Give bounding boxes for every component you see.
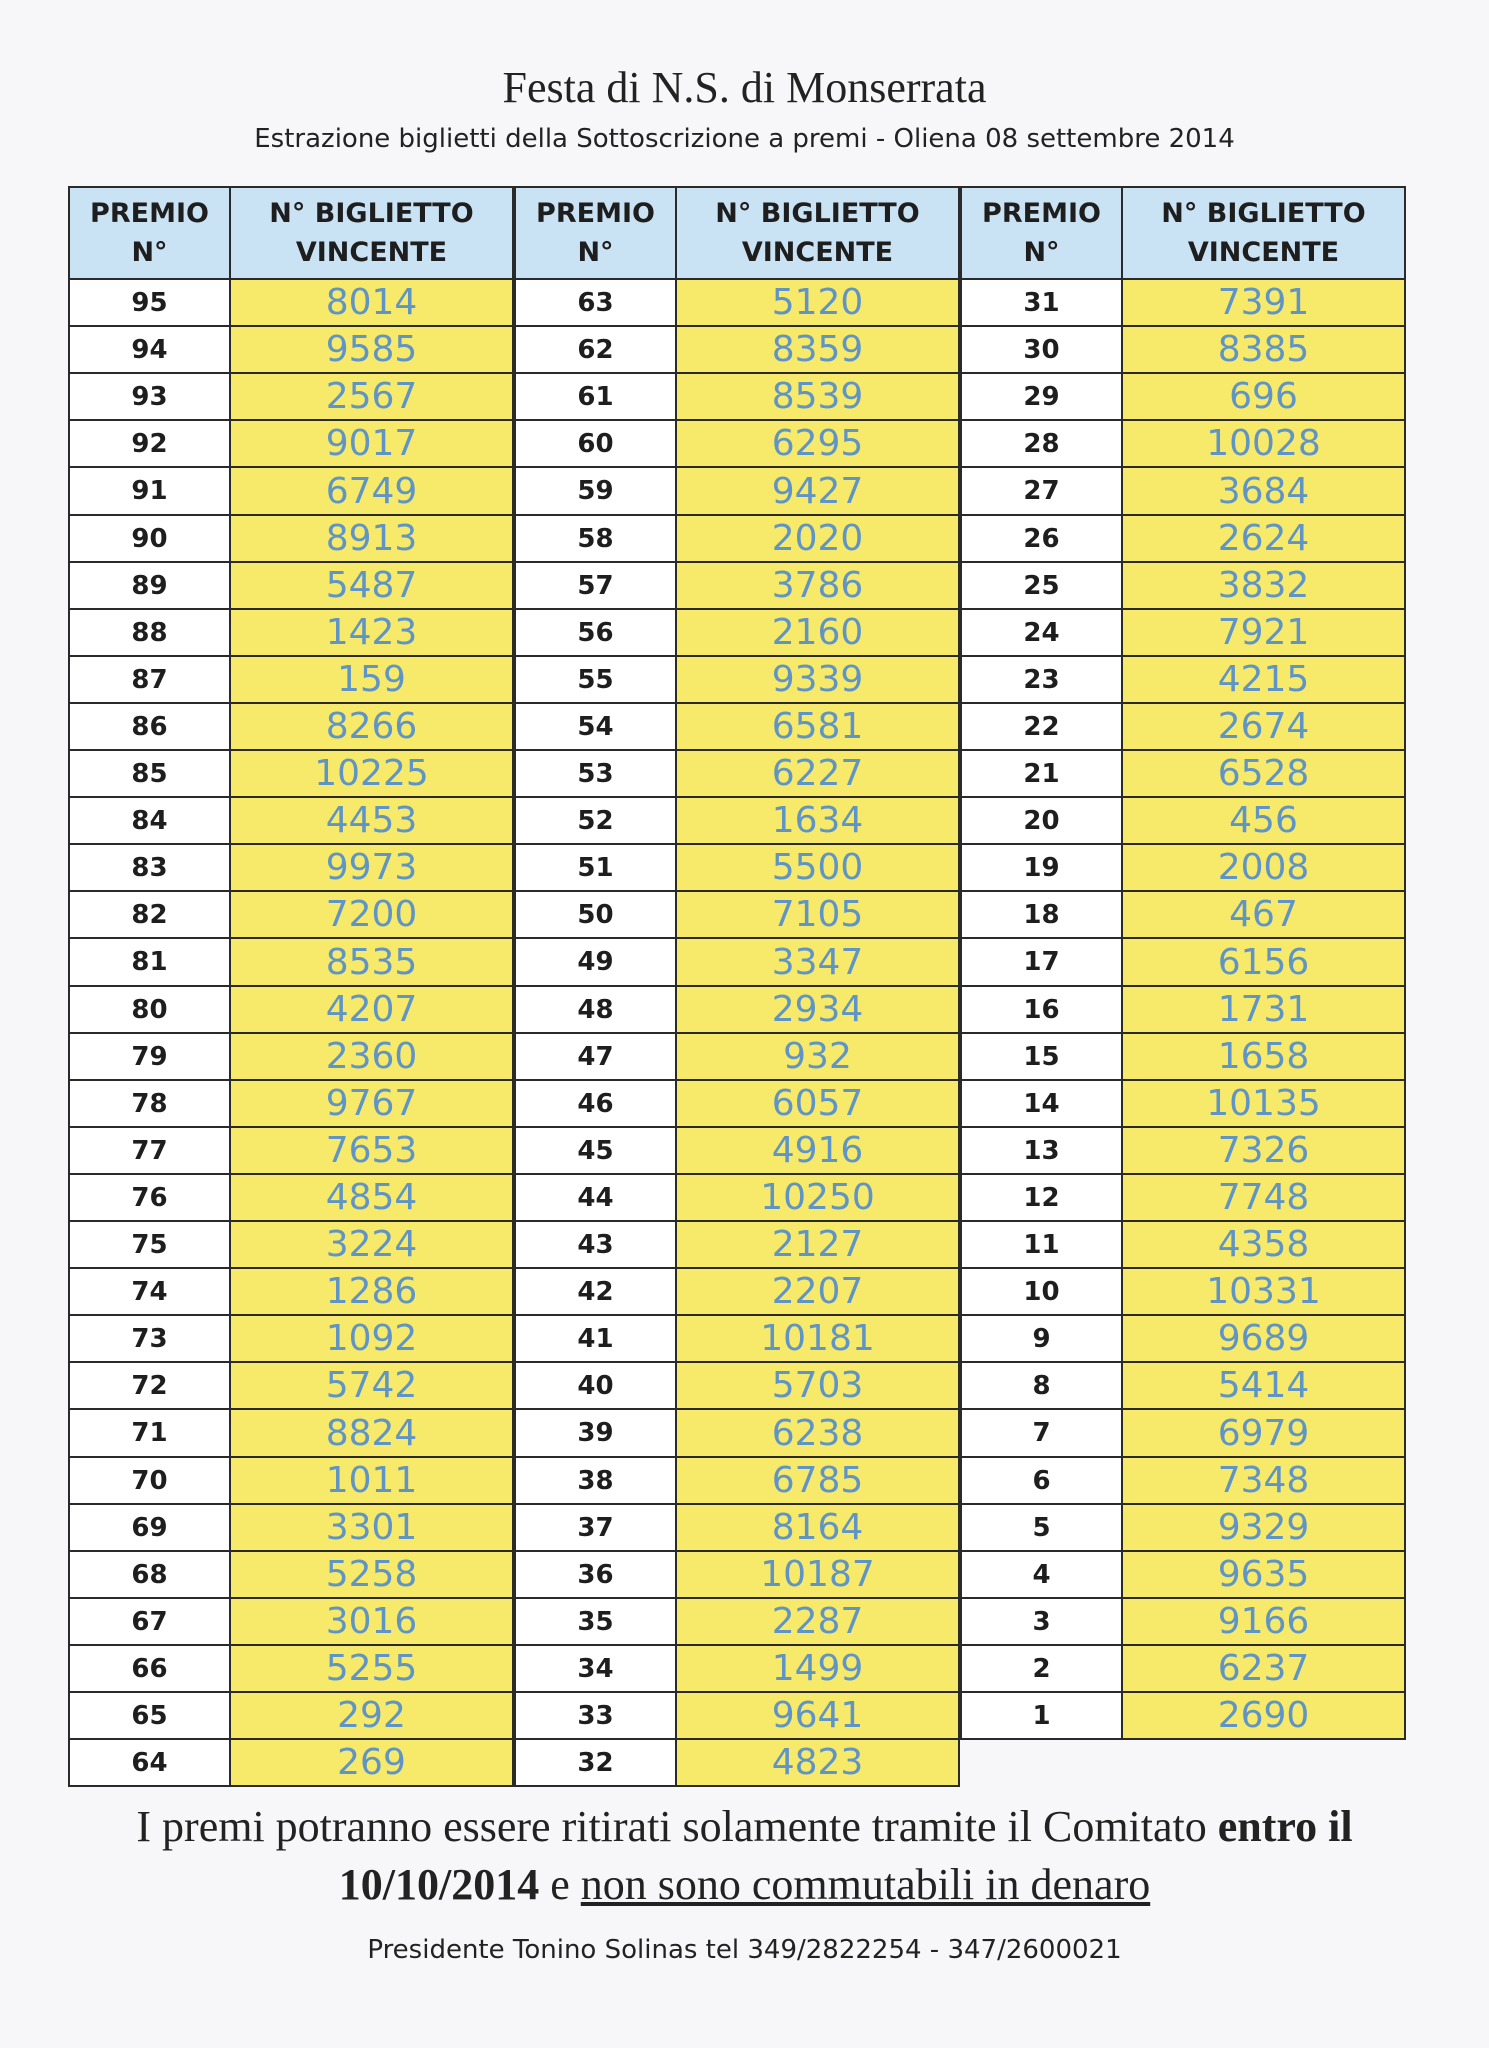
prize-number-cell: 84: [68, 796, 231, 845]
notice-deadline-date: 10/10/2014: [338, 1860, 540, 1909]
prize-number-cell: 74: [68, 1267, 231, 1316]
winning-ticket-cell: 5500: [675, 843, 960, 892]
winning-ticket-cell: 6156: [1121, 937, 1406, 987]
prize-number-cell: 91: [68, 466, 231, 516]
prize-number-cell: 45: [514, 1126, 677, 1175]
prize-number-cell: 16: [960, 985, 1123, 1034]
contact-footer: Presidente Tonino Solinas tel 349/2822254 - 347/2600021: [367, 1935, 1122, 1965]
prize-number-cell: 67: [68, 1597, 231, 1646]
winning-ticket-cell: 10135: [1121, 1079, 1406, 1128]
winning-ticket-cell: 2008: [1121, 843, 1406, 892]
prize-number-cell: 47: [514, 1032, 677, 1081]
winning-ticket-cell: 4207: [229, 985, 514, 1034]
prize-number-cell: 79: [68, 1032, 231, 1081]
prize-number-cell: 66: [68, 1644, 231, 1693]
winning-ticket-cell: 6749: [229, 466, 514, 516]
prize-number-cell: 21: [960, 749, 1123, 798]
prize-number-cell: 43: [514, 1220, 677, 1269]
prize-number-cell: 40: [514, 1361, 677, 1410]
prize-number-cell: 28: [960, 419, 1123, 468]
prize-number-cell: 54: [514, 702, 677, 751]
prize-number-cell: 81: [68, 937, 231, 987]
winning-ticket-cell: 456: [1121, 796, 1406, 845]
winning-ticket-cell: 5255: [229, 1644, 514, 1693]
winning-ticket-cell: 7105: [675, 890, 960, 939]
winning-ticket-cell: 3016: [229, 1597, 514, 1646]
prize-number-cell: 57: [514, 561, 677, 610]
winning-ticket-cell: 269: [229, 1738, 514, 1787]
prize-number-cell: 64: [68, 1738, 231, 1787]
winning-ticket-cell: 2127: [675, 1220, 960, 1269]
winning-ticket-cell: 6979: [1121, 1408, 1406, 1458]
prize-number-cell: 63: [514, 278, 677, 327]
prize-number-cell: 90: [68, 514, 231, 563]
winning-ticket-cell: 2567: [229, 372, 514, 421]
winning-ticket-cell: 2690: [1121, 1691, 1406, 1740]
prize-number-cell: 65: [68, 1691, 231, 1740]
winning-ticket-cell: 2160: [675, 608, 960, 657]
prize-number-cell: 69: [68, 1503, 231, 1552]
prize-number-cell: 13: [960, 1126, 1123, 1175]
winning-ticket-cell: 1634: [675, 796, 960, 845]
ticket-column-header: N° BIGLIETTO VINCENTE: [229, 186, 514, 280]
winning-ticket-cell: 5742: [229, 1361, 514, 1410]
winning-ticket-cell: 4358: [1121, 1220, 1406, 1269]
winning-ticket-cell: 9329: [1121, 1503, 1406, 1552]
prize-number-cell: 41: [514, 1314, 677, 1363]
prize-number-cell: 58: [514, 514, 677, 563]
prize-number-cell: 14: [960, 1079, 1123, 1128]
prize-number-cell: 6: [960, 1456, 1123, 1505]
winning-ticket-cell: 7391: [1121, 278, 1406, 327]
prize-number-cell: 68: [68, 1550, 231, 1599]
notice-deadline-label: entro il: [1217, 1802, 1353, 1851]
winning-ticket-cell: 8014: [229, 278, 514, 327]
page-subtitle: Estrazione biglietti della Sottoscrizione a premi - Oliena 08 settembre 2014: [254, 124, 1235, 154]
prize-number-cell: 44: [514, 1173, 677, 1222]
winning-ticket-cell: 5414: [1121, 1361, 1406, 1410]
prize-number-cell: 86: [68, 702, 231, 751]
prize-number-cell: 20: [960, 796, 1123, 845]
prize-number-cell: 32: [514, 1738, 677, 1787]
winning-ticket-cell: 1423: [229, 608, 514, 657]
prize-number-cell: 4: [960, 1550, 1123, 1599]
winning-ticket-cell: 9641: [675, 1691, 960, 1740]
winning-ticket-cell: 8913: [229, 514, 514, 563]
prize-number-cell: 42: [514, 1267, 677, 1316]
notice-no-cash: non sono commutabili in denaro: [580, 1860, 1151, 1909]
winning-ticket-cell: 2207: [675, 1267, 960, 1316]
prize-number-cell: 77: [68, 1126, 231, 1175]
winning-ticket-cell: 5487: [229, 561, 514, 610]
prize-number-cell: 12: [960, 1173, 1123, 1222]
prize-number-cell: 93: [68, 372, 231, 421]
prize-number-cell: 80: [68, 985, 231, 1034]
prize-number-cell: 22: [960, 702, 1123, 751]
prize-number-cell: 27: [960, 466, 1123, 516]
winning-ticket-cell: 1092: [229, 1314, 514, 1363]
prize-number-cell: 31: [960, 278, 1123, 327]
winning-ticket-cell: 8539: [675, 372, 960, 421]
prize-number-cell: 30: [960, 325, 1123, 374]
ticket-column-header: N° BIGLIETTO VINCENTE: [675, 186, 960, 280]
winning-ticket-cell: 1731: [1121, 985, 1406, 1034]
prize-number-cell: 52: [514, 796, 677, 845]
prize-number-cell: 17: [960, 937, 1123, 987]
prize-number-cell: 61: [514, 372, 677, 421]
winning-ticket-cell: 9017: [229, 419, 514, 468]
winning-ticket-cell: 7748: [1121, 1173, 1406, 1222]
winning-ticket-cell: 9585: [229, 325, 514, 374]
winning-ticket-cell: 3786: [675, 561, 960, 610]
winning-ticket-cell: 9767: [229, 1079, 514, 1128]
prize-number-cell: 3: [960, 1597, 1123, 1646]
prize-number-cell: 83: [68, 843, 231, 892]
winning-ticket-cell: 6528: [1121, 749, 1406, 798]
ticket-column-header: N° BIGLIETTO VINCENTE: [1121, 186, 1406, 280]
prize-number-cell: 19: [960, 843, 1123, 892]
prize-number-cell: 59: [514, 466, 677, 516]
winning-ticket-cell: 696: [1121, 372, 1406, 421]
prize-number-cell: 39: [514, 1408, 677, 1458]
prize-number-cell: 76: [68, 1173, 231, 1222]
prize-number-cell: 5: [960, 1503, 1123, 1552]
prize-number-cell: 70: [68, 1456, 231, 1505]
winning-ticket-cell: 1011: [229, 1456, 514, 1505]
winning-ticket-cell: 3224: [229, 1220, 514, 1269]
winning-ticket-cell: 8824: [229, 1408, 514, 1458]
winning-ticket-cell: 7653: [229, 1126, 514, 1175]
winning-ticket-cell: 4854: [229, 1173, 514, 1222]
prize-number-cell: 51: [514, 843, 677, 892]
prize-number-cell: 37: [514, 1503, 677, 1552]
winning-ticket-cell: 7326: [1121, 1126, 1406, 1175]
prize-number-cell: 9: [960, 1314, 1123, 1363]
prize-number-cell: 38: [514, 1456, 677, 1505]
winning-ticket-cell: 8359: [675, 325, 960, 374]
winning-ticket-cell: 1499: [675, 1644, 960, 1693]
prize-number-cell: 87: [68, 655, 231, 704]
winning-ticket-cell: 6237: [1121, 1644, 1406, 1693]
winning-ticket-cell: 9166: [1121, 1597, 1406, 1646]
winning-ticket-cell: 8164: [675, 1503, 960, 1552]
prize-number-cell: 48: [514, 985, 677, 1034]
prize-number-cell: 11: [960, 1220, 1123, 1269]
notice-conjunction: e: [539, 1860, 581, 1909]
prize-number-cell: 53: [514, 749, 677, 798]
winning-ticket-cell: 4916: [675, 1126, 960, 1175]
winning-ticket-cell: 1286: [229, 1267, 514, 1316]
prize-number-cell: 62: [514, 325, 677, 374]
notice-text: I premi potranno essere ritirati solamente tramite il Comitato: [136, 1802, 1218, 1851]
prize-number-cell: 49: [514, 937, 677, 987]
prize-number-cell: 88: [68, 608, 231, 657]
page-title: Festa di N.S. di Monserrata: [502, 63, 987, 112]
prize-number-cell: 2: [960, 1644, 1123, 1693]
prize-number-cell: 85: [68, 749, 231, 798]
winning-ticket-cell: 6227: [675, 749, 960, 798]
winning-ticket-cell: 10250: [675, 1173, 960, 1222]
prize-number-cell: 29: [960, 372, 1123, 421]
prize-number-cell: 8: [960, 1361, 1123, 1410]
winning-ticket-cell: 9635: [1121, 1550, 1406, 1599]
collection-notice: [0, 1798, 1489, 1914]
winning-ticket-cell: 3832: [1121, 561, 1406, 610]
winning-ticket-cell: 6238: [675, 1408, 960, 1458]
prize-number-cell: 73: [68, 1314, 231, 1363]
prize-number-cell: 18: [960, 890, 1123, 939]
prize-number-cell: 34: [514, 1644, 677, 1693]
winning-ticket-cell: 5703: [675, 1361, 960, 1410]
prize-number-cell: 25: [960, 561, 1123, 610]
prize-number-cell: 33: [514, 1691, 677, 1740]
winning-ticket-cell: 2624: [1121, 514, 1406, 563]
prize-number-cell: 15: [960, 1032, 1123, 1081]
winning-ticket-cell: 8266: [229, 702, 514, 751]
prize-number-cell: 56: [514, 608, 677, 657]
winning-ticket-cell: 3684: [1121, 466, 1406, 516]
winning-ticket-cell: 7200: [229, 890, 514, 939]
prize-number-cell: 92: [68, 419, 231, 468]
winning-ticket-cell: 6581: [675, 702, 960, 751]
winning-ticket-cell: 7921: [1121, 608, 1406, 657]
winning-ticket-cell: 6295: [675, 419, 960, 468]
winning-ticket-cell: 2674: [1121, 702, 1406, 751]
winning-ticket-cell: 5258: [229, 1550, 514, 1599]
winning-ticket-cell: 10187: [675, 1550, 960, 1599]
prize-number-cell: 95: [68, 278, 231, 327]
winning-ticket-cell: 4823: [675, 1738, 960, 1787]
winning-ticket-cell: 2360: [229, 1032, 514, 1081]
winning-ticket-cell: 9427: [675, 466, 960, 516]
winning-ticket-cell: 10331: [1121, 1267, 1406, 1316]
winning-ticket-cell: 9339: [675, 655, 960, 704]
prize-number-cell: 36: [514, 1550, 677, 1599]
winning-ticket-cell: 10225: [229, 749, 514, 798]
winning-ticket-cell: 467: [1121, 890, 1406, 939]
prize-number-cell: 72: [68, 1361, 231, 1410]
prize-number-cell: 46: [514, 1079, 677, 1128]
prize-number-cell: 55: [514, 655, 677, 704]
prize-number-cell: 26: [960, 514, 1123, 563]
winning-ticket-cell: 8535: [229, 937, 514, 987]
winning-ticket-cell: 5120: [675, 278, 960, 327]
prize-number-cell: 82: [68, 890, 231, 939]
winning-ticket-cell: 6785: [675, 1456, 960, 1505]
winning-ticket-cell: 932: [675, 1032, 960, 1081]
prize-number-cell: 10: [960, 1267, 1123, 1316]
prize-number-cell: 23: [960, 655, 1123, 704]
winning-ticket-cell: 4215: [1121, 655, 1406, 704]
prize-number-cell: 35: [514, 1597, 677, 1646]
winning-ticket-cell: 3347: [675, 937, 960, 987]
prize-number-cell: 7: [960, 1408, 1123, 1458]
winning-ticket-cell: 10181: [675, 1314, 960, 1363]
prize-column-header: PREMIO N°: [960, 186, 1123, 280]
prize-number-cell: 71: [68, 1408, 231, 1458]
winning-ticket-cell: 2934: [675, 985, 960, 1034]
winning-ticket-cell: 9689: [1121, 1314, 1406, 1363]
winning-ticket-cell: 3301: [229, 1503, 514, 1552]
winning-ticket-cell: 159: [229, 655, 514, 704]
winning-ticket-cell: 2020: [675, 514, 960, 563]
prize-number-cell: 89: [68, 561, 231, 610]
prize-number-cell: 78: [68, 1079, 231, 1128]
winning-ticket-cell: 7348: [1121, 1456, 1406, 1505]
prize-number-cell: 50: [514, 890, 677, 939]
winning-ticket-cell: 9973: [229, 843, 514, 892]
prize-number-cell: 1: [960, 1691, 1123, 1740]
winning-ticket-cell: 292: [229, 1691, 514, 1740]
prize-number-cell: 94: [68, 325, 231, 374]
winning-ticket-cell: 6057: [675, 1079, 960, 1128]
prize-number-cell: 75: [68, 1220, 231, 1269]
prize-column-header: PREMIO N°: [68, 186, 231, 280]
winning-ticket-cell: 4453: [229, 796, 514, 845]
winning-ticket-cell: 1658: [1121, 1032, 1406, 1081]
winning-ticket-cell: 10028: [1121, 419, 1406, 468]
prize-number-cell: 24: [960, 608, 1123, 657]
winning-ticket-cell: 8385: [1121, 325, 1406, 374]
winning-ticket-cell: 2287: [675, 1597, 960, 1646]
prize-number-cell: 60: [514, 419, 677, 468]
prize-column-header: PREMIO N°: [514, 186, 677, 280]
